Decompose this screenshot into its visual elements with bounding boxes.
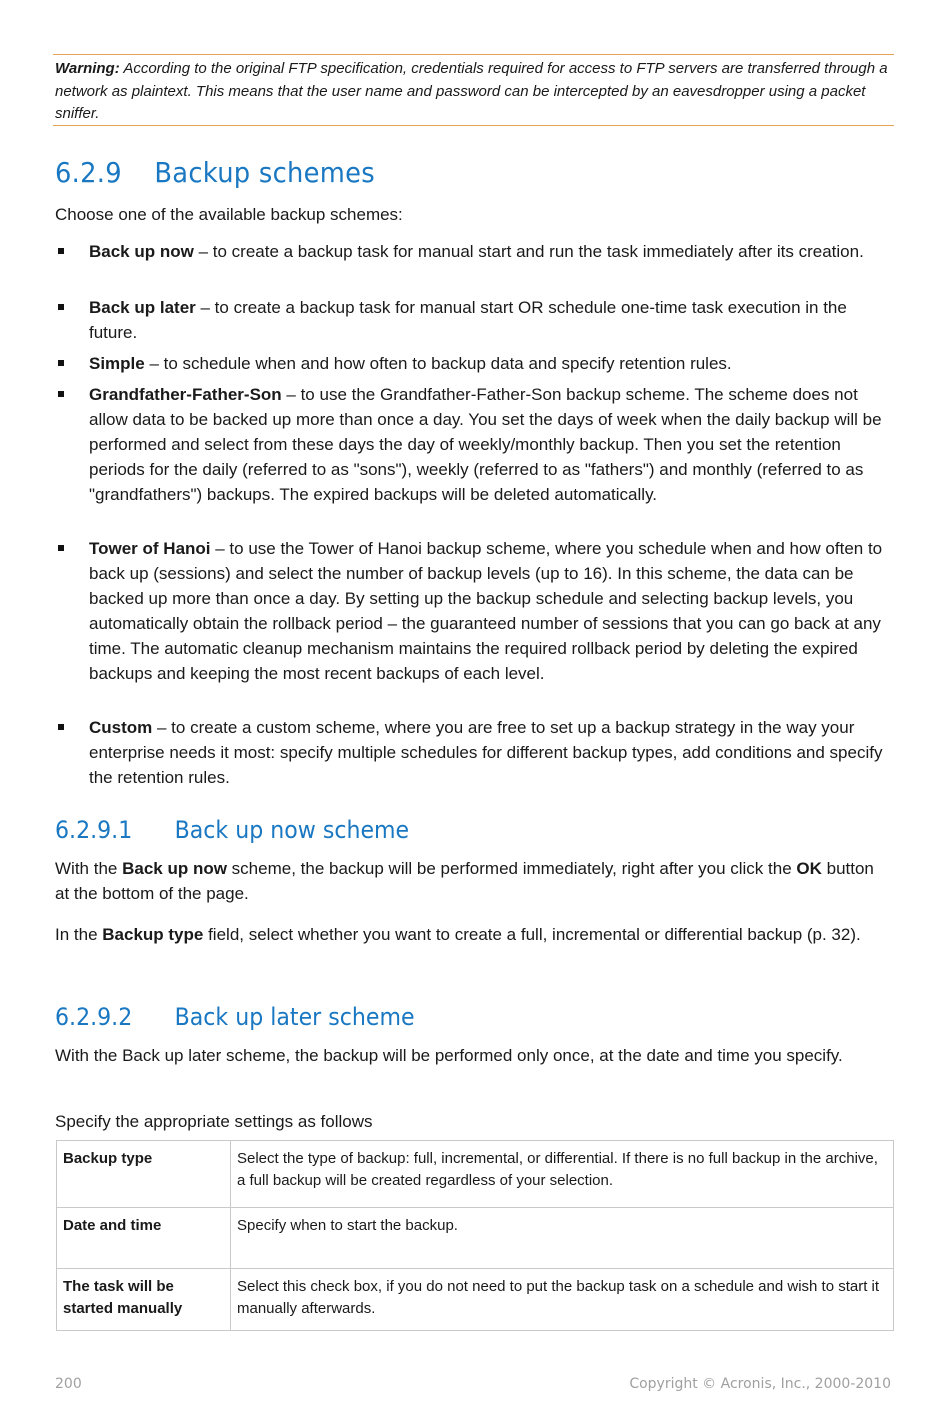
subsection-number: 6.2.9.2 <box>55 1003 133 1031</box>
bullet-term: Simple <box>89 354 145 373</box>
bullet-text: – to use the Grandfather-Father-Son backup scheme. The scheme does not allow data to be backed up more than once a day. You set the days of week when the daily backup will be performed and select from these days the day of weekly/monthly backup. Then you set the retention periods for the daily (referred to as "sons"), weekly (referred to as "fathers") and monthly (referred to as "grandfathers") backups. The expired backups will be deleted automatically. <box>89 385 882 504</box>
table-value: Select this check box, if you do not need to put the backup task on a schedule and wish to start it manually afterwards. <box>231 1269 894 1331</box>
bullet-term: Back up now <box>89 242 194 261</box>
table-row <box>57 1208 894 1269</box>
bullet-term: Grandfather-Father-Son <box>89 385 282 404</box>
warning-box <box>53 54 894 126</box>
table-key: Backup type <box>57 1141 231 1208</box>
bullet-square-icon <box>58 391 64 397</box>
table-row <box>57 1269 894 1331</box>
paragraph <box>55 922 890 947</box>
warning-text: According to the original FTP specification, credentials required for access to FTP servers are transferred through a network as plaintext. This means that the user name and password can be intercepted by an eavesdropper using a packet sniffer. <box>55 60 888 122</box>
warning-label: Warning: <box>55 60 120 77</box>
bullet-square-icon <box>58 724 64 730</box>
section-heading <box>55 156 375 189</box>
subsection-number: 6.2.9.1 <box>55 816 133 844</box>
intro-paragraph: Choose one of the available backup schemes: <box>55 205 403 224</box>
paragraph: Specify the appropriate settings as follows <box>55 1112 373 1131</box>
subsection-heading-2 <box>55 1003 415 1031</box>
text-bold: OK <box>796 859 822 878</box>
bullet-term: Custom <box>89 718 153 737</box>
subsection-heading-1 <box>55 816 409 844</box>
bullet-item <box>55 351 890 376</box>
bullet-item <box>55 715 890 790</box>
subsection-title: Back up later scheme <box>174 1003 415 1031</box>
bullet-square-icon <box>58 360 64 366</box>
bullet-term: Tower of Hanoi <box>89 539 211 558</box>
section-number: 6.2.9 <box>55 156 122 189</box>
table-key: The task will be started manually <box>57 1269 231 1331</box>
text-run: field, select whether you want to create a full, incremental or differential backup (p. 32). <box>203 925 861 944</box>
bullet-item <box>55 382 890 507</box>
paragraph: With the Back up later scheme, the backup will be performed only once, at the date and time you specify. <box>55 1046 843 1065</box>
text-bold: Backup type <box>102 925 204 944</box>
page-number: 200 <box>55 1376 82 1392</box>
bullet-item <box>55 536 890 686</box>
subsection-title: Back up now scheme <box>174 816 410 844</box>
bullet-text: – to use the Tower of Hanoi backup scheme, where you schedule when and how often to back up (sessions) and select the number of backup levels (up to 16). In this scheme, the data can be backed up more than once a day. By setting up the backup schedule and selecting backup levels, you automatically obtain the rollback period – the guaranteed number of sessions that you can go back at any time. The automatic cleanup mechanism maintains the required rollback period by deleting the expired backups and keeping the most recent backups of each level. <box>89 539 883 683</box>
bullet-text: – to create a backup task for manual start and run the task immediately after its creation. <box>193 242 864 261</box>
bullet-term: Back up later <box>89 298 196 317</box>
text-run: In the <box>55 925 103 944</box>
text-run: button at the bottom of the page. <box>55 859 874 903</box>
bullet-text: – to schedule when and how often to backup data and specify retention rules. <box>144 354 732 373</box>
bullet-square-icon <box>58 248 64 254</box>
paragraph <box>55 856 890 906</box>
bullet-text: – to create a backup task for manual start OR schedule one-time task execution in the future. <box>89 298 847 342</box>
text-run: With the <box>55 859 123 878</box>
text-run: scheme, the backup will be performed immediately, right after you click the <box>226 859 797 878</box>
bullet-item <box>55 295 890 345</box>
bullet-text: – to create a custom scheme, where you are free to set up a backup strategy in the way your enterprise needs it most: specify multiple schedules for different backup types, add conditions and specify the retention rules. <box>89 718 883 787</box>
section-title: Backup schemes <box>154 156 375 189</box>
bullet-item <box>55 239 890 264</box>
text-bold: Back up now <box>122 859 227 878</box>
table-row <box>57 1141 894 1208</box>
bullet-square-icon <box>58 545 64 551</box>
settings-table <box>56 1140 894 1331</box>
table-key: Date and time <box>57 1208 231 1269</box>
table-value: Select the type of backup: full, incremental, or differential. If there is no full backup in the archive, a full backup will be created regardless of your selection. <box>231 1141 894 1208</box>
copyright: Copyright © Acronis, Inc., 2000-2010 <box>629 1376 891 1392</box>
bullet-square-icon <box>58 304 64 310</box>
table-value: Specify when to start the backup. <box>231 1208 894 1269</box>
